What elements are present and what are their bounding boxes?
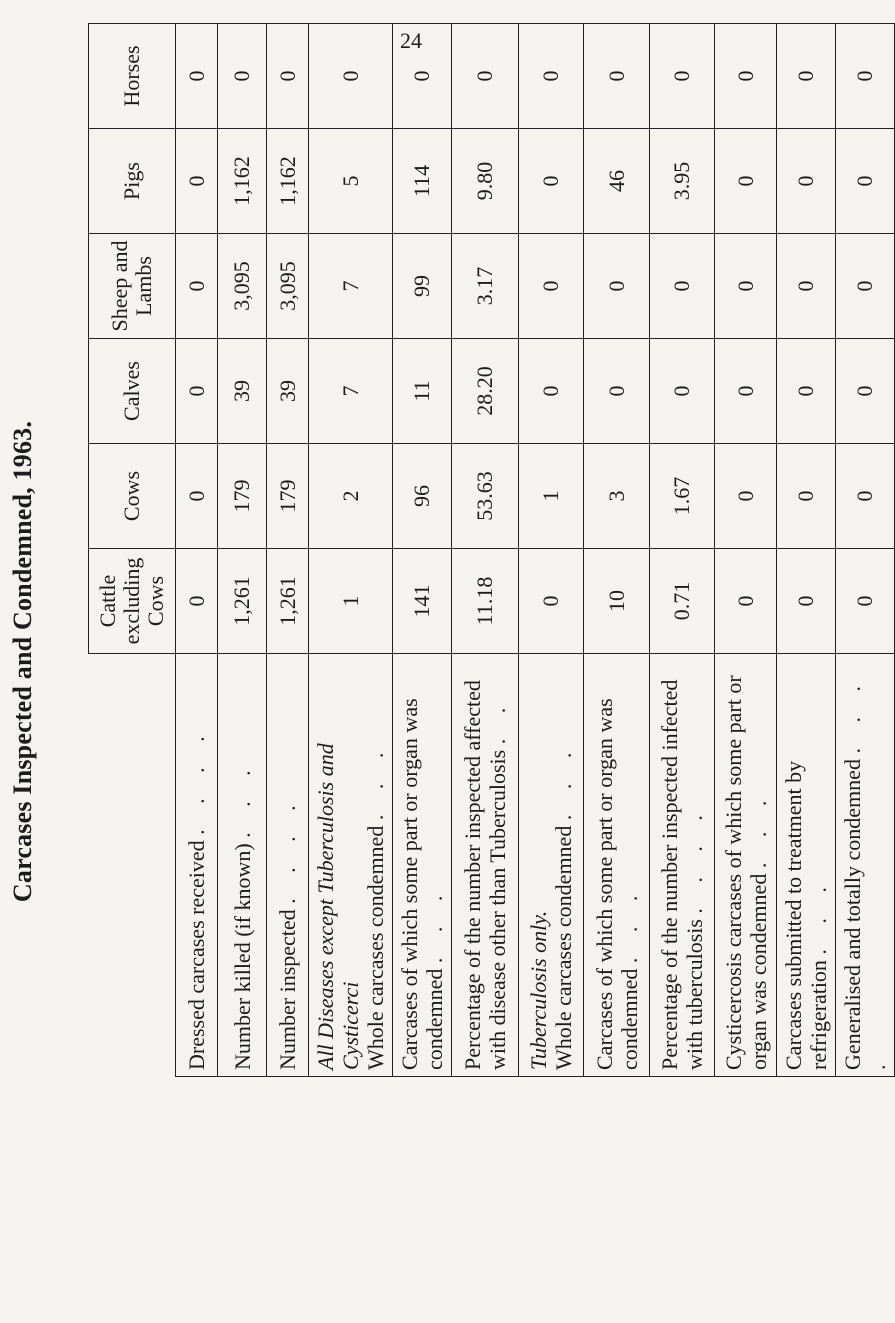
table-cell: 0	[715, 444, 777, 549]
table-cell: 46	[584, 129, 650, 234]
row-leader-dots: . . . .	[682, 805, 707, 914]
table-cell: 1	[309, 549, 393, 654]
col-header-horses: Horses	[89, 24, 176, 129]
table-cell: 3,095	[218, 234, 267, 339]
table-cell: 7	[309, 339, 393, 444]
table-cell: 1,261	[218, 549, 267, 654]
table-row	[309, 24, 393, 1077]
table-cell: 0	[836, 549, 895, 654]
table-cell: 0	[715, 129, 777, 234]
row-label	[267, 654, 309, 1077]
table-cell: 0	[715, 549, 777, 654]
row-label	[176, 654, 218, 1077]
row-label	[519, 654, 584, 1077]
table-cell: 0	[519, 129, 584, 234]
row-label-text: Number killed (if known)	[229, 843, 255, 1070]
table-cell: 0	[650, 339, 715, 444]
table-cell: 28.20	[452, 339, 519, 444]
row-label	[715, 654, 777, 1077]
table-cell: 0	[777, 549, 836, 654]
table-cell: 0	[267, 24, 309, 129]
col-header-calves: Calves	[89, 339, 176, 444]
table-cell: 141	[393, 549, 452, 654]
table-cell: 11	[393, 339, 452, 444]
carcases-table	[88, 23, 895, 1077]
row-label-text: Dressed carcases received	[184, 840, 209, 1070]
row-leader-dots: . . .	[229, 760, 255, 838]
row-leader-dots: . . .	[422, 885, 447, 964]
col-header-sheep: Sheep and Lambs	[89, 234, 176, 339]
table-cell: 0	[176, 549, 218, 654]
row-label-text: Carcases of which some part or organ was condemned	[591, 698, 642, 1070]
table-row	[267, 24, 309, 1077]
table-cell: 179	[218, 444, 267, 549]
table-cell: 0	[584, 234, 650, 339]
row-label-text: Cysticercosis carcases of which some part or organ was condemned	[720, 675, 771, 1070]
row-label	[650, 654, 715, 1077]
table-cell: 0	[584, 339, 650, 444]
table-cell: 0	[452, 24, 519, 129]
table-cell: 0	[777, 339, 836, 444]
table-row	[777, 24, 836, 1077]
table-row	[176, 24, 218, 1077]
row-leader-dots: . . .	[745, 790, 771, 869]
table-cell: 39	[218, 339, 267, 444]
table-cell: 0	[519, 339, 584, 444]
table-cell: 96	[393, 444, 452, 549]
table-cell: 3.17	[452, 234, 519, 339]
table-row	[836, 24, 895, 1077]
table-cell: 0	[650, 234, 715, 339]
col-header-cattle: Cattle excluding Cows	[89, 549, 176, 654]
row-leader-dots: . . .	[616, 885, 642, 964]
header-blank	[89, 654, 176, 1077]
table-cell: 179	[267, 444, 309, 549]
table-cell: 0	[176, 129, 218, 234]
row-label-text: Percentage of the number inspected infected with tuberculosis	[657, 679, 707, 1070]
page-number: 24	[400, 28, 422, 53]
table-cell: 0	[519, 24, 584, 129]
table-cell: 2	[309, 444, 393, 549]
row-leader-dots: . .	[485, 697, 510, 745]
table-cell: 0	[650, 24, 715, 129]
row-label	[393, 654, 452, 1077]
row-section-title: Tuberculosis only.	[526, 910, 551, 1070]
row-label-text: Number inspected	[275, 909, 300, 1070]
table-cell: 0	[519, 234, 584, 339]
table-cell: 1.67	[650, 444, 715, 549]
table-cell: 10	[584, 549, 650, 654]
table-cell: 0	[715, 234, 777, 339]
table-cell: 0	[836, 129, 895, 234]
table-cell: 3	[584, 444, 650, 549]
table-cell: 0	[176, 444, 218, 549]
table-cell: 3.95	[650, 129, 715, 234]
row-leader-dots: . . . .	[275, 795, 300, 904]
table-cell: 0	[584, 24, 650, 129]
table-cell: 0	[836, 234, 895, 339]
row-label	[777, 654, 836, 1077]
table-cell: 0	[715, 339, 777, 444]
table-cell: 0	[836, 24, 895, 129]
table-cell: 1,261	[267, 549, 309, 654]
table-cell: 0	[777, 444, 836, 549]
row-leader-dots: . . . .	[840, 676, 890, 1070]
row-leader-dots: . . . .	[184, 726, 209, 835]
table-cell: 0	[777, 24, 836, 129]
table-row	[393, 24, 452, 1077]
table-cell: 0	[836, 444, 895, 549]
row-leader-dots: . . .	[363, 742, 388, 821]
table-cell: 11.18	[452, 549, 519, 654]
row-label	[309, 654, 393, 1077]
row-label-text: Carcases of which some part or organ was condemned	[397, 698, 447, 1070]
header-row	[89, 24, 176, 1077]
row-label-text: Percentage of the number inspected affected with disease other than Tuberculosis	[460, 680, 510, 1070]
table-cell: 5	[309, 129, 393, 234]
table-cell: 0	[715, 24, 777, 129]
row-leader-dots: . . .	[806, 877, 831, 955]
col-header-cows: Cows	[89, 444, 176, 549]
table-row	[650, 24, 715, 1077]
table-cell: 0	[836, 339, 895, 444]
table-cell: 7	[309, 234, 393, 339]
page-title: Carcases Inspected and Condemned, 1963.	[8, 420, 37, 903]
table-cell: 0	[393, 24, 452, 129]
table-row	[452, 24, 519, 1077]
table-row	[218, 24, 267, 1077]
table-cell: 0	[176, 339, 218, 444]
table-row	[715, 24, 777, 1077]
row-label	[836, 654, 895, 1077]
table-cell: 9.80	[452, 129, 519, 234]
row-label-text: Carcases submitted to treatment by refrigeration	[781, 760, 831, 1070]
table-cell: 99	[393, 234, 452, 339]
table-cell: 3,095	[267, 234, 309, 339]
table-cell: 53.63	[452, 444, 519, 549]
table-cell: 1	[519, 444, 584, 549]
table-row	[519, 24, 584, 1077]
row-label	[584, 654, 650, 1077]
table-cell: 0	[777, 129, 836, 234]
row-section-title: All Diseases except Tuberculosis and Cysticerci	[313, 743, 363, 1070]
table-cell: 0.71	[650, 549, 715, 654]
table-cell: 0	[176, 234, 218, 339]
table-cell: 114	[393, 129, 452, 234]
row-label	[218, 654, 267, 1077]
row-label-text: Generalised and totally condemned	[840, 759, 865, 1070]
row-label-text: Whole carcases condemned	[551, 825, 576, 1070]
table-body	[176, 24, 895, 1077]
row-leader-dots: . . .	[551, 742, 576, 821]
table-cell: 0	[309, 24, 393, 129]
col-header-pigs: Pigs	[89, 129, 176, 234]
row-label	[452, 654, 519, 1077]
table-cell: 1,162	[267, 129, 309, 234]
table-cell: 0	[218, 24, 267, 129]
table-cell: 1,162	[218, 129, 267, 234]
row-label-text: Whole carcases condemned	[363, 825, 388, 1070]
table-row	[584, 24, 650, 1077]
table-cell: 0	[176, 24, 218, 129]
table-cell: 0	[777, 234, 836, 339]
table-cell: 39	[267, 339, 309, 444]
table-cell: 0	[519, 549, 584, 654]
